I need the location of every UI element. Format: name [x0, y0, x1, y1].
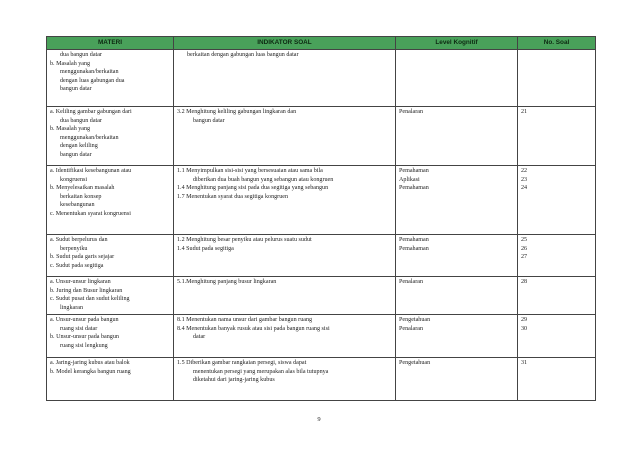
table-row	[47, 315, 596, 358]
indikator-cell	[174, 50, 396, 107]
kisi-kisi-table	[46, 36, 596, 401]
materi-cell	[47, 107, 174, 166]
materi-cell	[47, 358, 174, 401]
table-row	[47, 166, 596, 235]
materi-line: b. Unsur-unsur pada bangun	[50, 334, 119, 341]
indikator-line: 3.2 Menghitung keliling gabungan lingkaran dan	[177, 109, 297, 115]
table-row	[47, 358, 596, 401]
indikator-line: 1.2 Menghitung besar penyiku atau pelurus suatu sudut	[177, 237, 312, 243]
table-row	[47, 277, 596, 315]
no-soal-line: 26	[521, 245, 528, 252]
level-line: Pengetahuan	[399, 317, 431, 323]
materi-line: dua bangun datar	[60, 117, 102, 124]
materi-line: b. Sudut pada garis sejajar	[50, 254, 115, 261]
indikator-cell	[174, 235, 396, 277]
materi-line: ruang sisi datar	[60, 325, 98, 332]
level-cell	[396, 50, 518, 107]
indikator-line: bangun datar	[193, 117, 225, 124]
materi-line: a. Keliling gambar gabungan dari	[50, 109, 132, 115]
materi-line: bangun datar	[60, 86, 92, 93]
materi-line: berpenyiku	[60, 245, 88, 252]
no-soal-line: 25	[521, 237, 528, 243]
indikator-line: diberikan dua buah bangun yang sebangun atau kongruen	[193, 176, 334, 183]
no-soal-cell	[518, 358, 596, 401]
materi-cell	[47, 235, 174, 277]
header-no-soal: No. Soal	[518, 37, 596, 50]
indikator-line: 8.4 Menentukan banyak rusuk atau sisi pada bangun ruang sisi	[177, 325, 330, 332]
indikator-line: berkaitan dengan gabungan luas bangun datar	[187, 52, 299, 58]
materi-line: a. Unsur-unsur lingkaran	[50, 279, 111, 285]
indikator-line: 8.1 Menentukan nama unsur dari gambar bangun ruang	[177, 317, 313, 323]
level-line: Aplikasi	[399, 176, 420, 183]
level-line: Pemahaman	[399, 185, 429, 192]
level-cell	[396, 107, 518, 166]
level-cell	[396, 277, 518, 315]
no-soal-line: 24	[521, 185, 528, 192]
level-line: Penalaran	[399, 109, 424, 115]
materi-line: b. Masalah yang	[50, 60, 91, 67]
indikator-cell	[174, 358, 396, 401]
indikator-line: 5.1.Menghitung panjang busur lingkaran	[177, 279, 277, 285]
no-soal-line: 29	[521, 317, 528, 323]
no-soal-cell	[518, 107, 596, 166]
level-line: Penalaran	[399, 279, 424, 285]
table-row	[47, 50, 596, 107]
no-soal-cell	[518, 315, 596, 358]
level-line: Pengetahuan	[399, 360, 431, 366]
header-row	[47, 37, 596, 50]
table-row	[47, 107, 596, 166]
no-soal-cell	[518, 277, 596, 315]
indikator-line: 1.4 Menghitung panjang sisi pada dua segitiga yang sebangun	[177, 185, 329, 192]
indikator-line: diketahui dari jaring-jaring kubus	[193, 377, 275, 384]
materi-line: dua bangun datar	[60, 52, 102, 58]
no-soal-line: 31	[521, 360, 528, 366]
no-soal-cell	[518, 166, 596, 235]
materi-line: bangun datar	[60, 151, 92, 158]
no-soal-line: 23	[521, 176, 528, 183]
materi-line: a. Jaring-jaring kubus atau balok	[50, 360, 130, 366]
materi-line: lingkaran	[60, 304, 84, 311]
materi-line: c. Sudut pusat dan sudut keliling	[50, 296, 130, 303]
kisi-kisi-table-container	[46, 36, 595, 401]
level-cell	[396, 166, 518, 235]
level-line: Pemahaman	[399, 237, 429, 243]
indikator-cell	[174, 315, 396, 358]
indikator-line: 1.7 Menentukan syarat dua segitiga kongruen	[177, 193, 289, 200]
header-indikator-soal: INDIKATOR SOAL	[174, 37, 396, 50]
materi-cell	[47, 315, 174, 358]
level-line: Penalaran	[399, 325, 424, 332]
materi-line: b. Model kerangka bangun ruang	[50, 368, 131, 375]
materi-line: a. Identifikasi kesebangunan atau	[50, 168, 132, 174]
materi-line: dengan keliling	[60, 143, 98, 150]
materi-line: kesebangunan	[60, 202, 95, 209]
materi-line: a. Sudut berpelurus dan	[50, 237, 108, 243]
materi-line: menggunakan/berkaitan	[60, 134, 119, 141]
materi-line: c. Sudut pada segitiga	[50, 262, 104, 269]
materi-cell	[47, 277, 174, 315]
no-soal-line: 21	[521, 109, 528, 115]
level-cell	[396, 235, 518, 277]
materi-line: ruang sisi lengkung	[60, 342, 108, 349]
header-materi: MATERI	[47, 37, 174, 50]
materi-line: b. Menyelesaikan masalah	[50, 185, 115, 192]
indikator-line: menentukan persegi yang merupakan alas bila tutupnya	[193, 368, 329, 375]
header-level-kognitif: Level Kognitif	[396, 37, 518, 50]
materi-line: b. Masalah yang	[50, 126, 91, 133]
indikator-line: 1.4 Sudut pada segitiga	[177, 245, 234, 252]
materi-cell	[47, 50, 174, 107]
materi-line: c. Menentukan syarat kongruensi	[50, 210, 131, 217]
materi-cell	[47, 166, 174, 235]
indikator-cell	[174, 166, 396, 235]
no-soal-line: 22	[521, 168, 528, 174]
page-number: 9	[317, 416, 321, 423]
no-soal-line: 30	[521, 325, 528, 332]
no-soal-line: 27	[521, 254, 528, 261]
no-soal-cell	[518, 235, 596, 277]
table-body	[47, 50, 596, 401]
level-cell	[396, 315, 518, 358]
materi-line: berkaitan konsep	[60, 193, 102, 200]
indikator-line: 1.5 Diberikan gambar rangkaian persegi, siswa dapat	[177, 360, 307, 366]
level-line: Pemahaman	[399, 245, 429, 252]
no-soal-cell	[518, 50, 596, 107]
indikator-cell	[174, 107, 396, 166]
no-soal-line: 28	[521, 279, 528, 285]
indikator-line: 1.1 Menyimpulkan sisi-sisi yang bersesuaian atau sama bila	[177, 168, 323, 174]
materi-line: a. Unsur-unsur pada bangun	[50, 317, 119, 323]
materi-line: dengan luas gabungan dua	[60, 77, 125, 84]
materi-line: kongruensi	[60, 176, 88, 183]
materi-line: b. Juring dan Busur lingkaran	[50, 287, 123, 294]
indikator-cell	[174, 277, 396, 315]
indikator-line: datar	[193, 334, 206, 341]
table-row	[47, 235, 596, 277]
level-line: Pemahaman	[399, 168, 429, 174]
level-cell	[396, 358, 518, 401]
materi-line: menggunakan/berkaitan	[60, 69, 119, 76]
